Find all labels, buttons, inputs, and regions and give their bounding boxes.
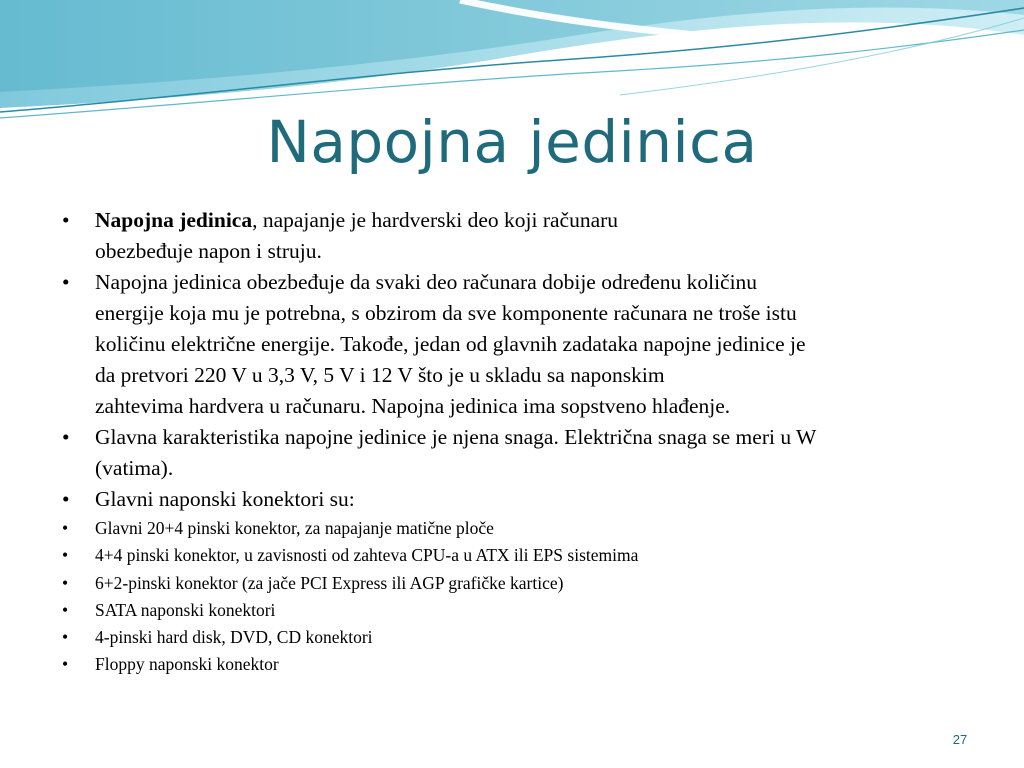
bullet-text-line: • Glavni naponski konektori su: (95, 487, 355, 511)
connector-list-item: • Glavni 20+4 pinski konektor, za napajanje matične ploče (60, 515, 970, 542)
slide-title: Napojna jedinica (266, 108, 758, 176)
bullet-text-line: • Napojna jedinica obezbeđuje da svaki deo računara dobije određenu količinu (95, 270, 758, 294)
bullet-text: , napajanje je hardverski deo koji računaru (252, 208, 619, 232)
bullet-item (60, 267, 970, 422)
bullet-text-line: • Glavna karakteristika napojne jedinice je njena snaga. Električna snaga se meri u W (95, 425, 817, 449)
bullet-text-line: obezbeđuje napon i struju. (95, 239, 322, 263)
slide-content (60, 205, 970, 679)
connector-list-item: • 6+2-pinski konektor (za jače PCI Express ili AGP grafičke kartice) (60, 570, 970, 597)
page-number: 27 (952, 732, 968, 747)
bullet-text-line: količinu električne energije. Takođe, jedan od glavnih zadataka napojne jedinice je (95, 332, 806, 356)
bullet-text-line: da pretvori 220 V u 3,3 V, 5 V i 12 V što je u skladu sa naponskim (95, 363, 665, 387)
bullet-text-line: (vatima). (95, 456, 174, 480)
bullet-item (60, 205, 970, 267)
bullet-item (60, 484, 970, 515)
connector-list-item: • SATA naponski konektori (60, 597, 970, 624)
bullet-text-line: zahtevima hardvera u računaru. Napojna jedinica ima sopstveno hlađenje. (95, 394, 731, 418)
connector-list-item: • Floppy naponski konektor (60, 651, 970, 678)
bullet-item (60, 422, 970, 484)
bullet-text-line: energije koja mu je potrebna, s obzirom da sve komponente računara ne troše istu (95, 301, 797, 325)
bullet-bold-term: Napojna jedinica (95, 208, 253, 232)
connector-list-item: • 4-pinski hard disk, DVD, CD konektori (60, 624, 970, 651)
connector-list-item: • 4+4 pinski konektor, u zavisnosti od zahteva CPU-a u ATX ili EPS sistemima (60, 542, 970, 569)
